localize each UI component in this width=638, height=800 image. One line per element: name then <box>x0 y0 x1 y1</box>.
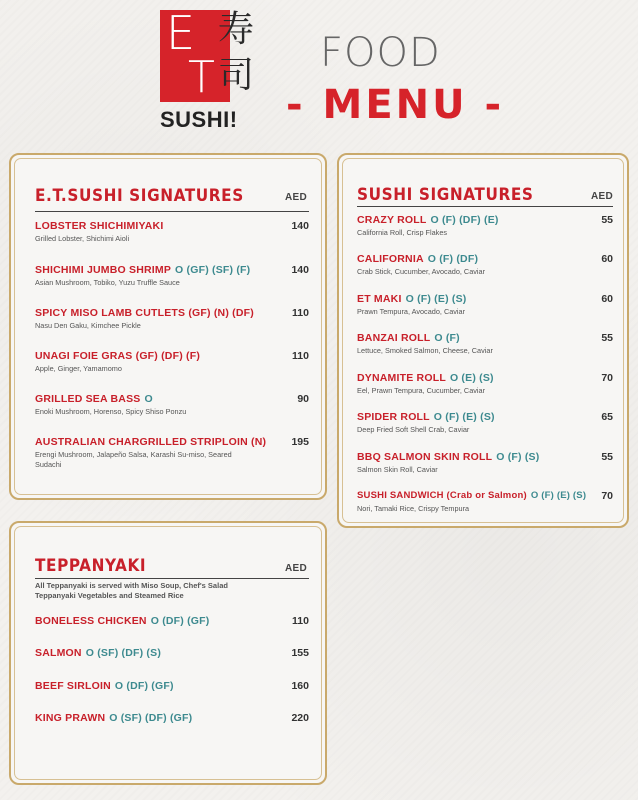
item-description: Eel, Prawn Tempura, Cucumber, Caviar <box>357 386 486 395</box>
item-price: 220 <box>291 712 309 724</box>
item-description: Salmon Skin Roll, Caviar <box>357 465 438 474</box>
menu-item <box>35 712 309 728</box>
header-food: FOOD <box>320 30 441 76</box>
menu-item <box>35 220 309 254</box>
menu-item <box>357 214 613 244</box>
logo-kanji-1: 寿 <box>218 9 255 50</box>
item-name: CRAZY ROLL O (F) (DF) (E) <box>357 214 499 226</box>
et-sushi-logo <box>160 6 256 132</box>
item-name: SPIDER ROLL O (F) (E) (S) <box>357 411 495 423</box>
section-divider <box>357 206 613 207</box>
section-divider <box>35 578 309 579</box>
teppanyaki-panel <box>9 521 327 785</box>
section-title: E.T.SUSHI SIGNATURES <box>35 186 244 206</box>
menu-item <box>357 411 613 441</box>
menu-item <box>357 332 613 362</box>
menu-item <box>35 307 309 341</box>
logo-letter-t: T <box>188 52 215 103</box>
menu-item <box>35 393 309 427</box>
item-name: LOBSTER SHICHIMIYAKI <box>35 220 164 232</box>
item-description: Crab Stick, Cucumber, Avocado, Caviar <box>357 267 486 276</box>
menu-item <box>35 680 309 696</box>
item-name: SPICY MISO LAMB CUTLETS (GF) (N) (DF) <box>35 307 254 319</box>
item-description: Lettuce, Smoked Salmon, Cheese, Caviar <box>357 346 493 355</box>
item-price: 70 <box>601 372 613 384</box>
currency-label: AED <box>591 191 614 202</box>
item-price: 110 <box>292 350 309 362</box>
item-name: SUSHI SANDWICH (Crab or Salmon) O (F) (E) (S) <box>357 490 587 501</box>
menu-item <box>357 293 613 323</box>
et-signatures-panel <box>9 153 327 500</box>
item-description: Grilled Lobster, Shichimi Aioli <box>35 234 130 243</box>
menu-item <box>35 436 309 480</box>
item-name: GRILLED SEA BASS O <box>35 393 153 405</box>
logo-wordmark: SUSHI! <box>160 107 238 132</box>
item-description: Nasu Den Gaku, Kimchee Pickle <box>35 321 141 330</box>
item-name: BBQ SALMON SKIN ROLL O (F) (S) <box>357 451 540 463</box>
item-price: 140 <box>291 220 309 232</box>
item-description: Deep Fried Soft Shell Crab, Caviar <box>357 425 470 434</box>
item-name: DYNAMITE ROLL O (E) (S) <box>357 372 494 384</box>
section-divider <box>35 211 309 212</box>
item-name: BEEF SIRLOIN O (DF) (GF) <box>35 680 174 692</box>
item-description: Prawn Tempura, Avocado, Caviar <box>357 307 466 316</box>
item-price: 55 <box>601 332 613 344</box>
menu-item <box>35 264 309 298</box>
item-description: Erengi Mushroom, Jalapeño Salsa, Karashi Su-miso, Seared Sudachi <box>35 450 232 469</box>
item-name: ET MAKI O (F) (E) (S) <box>357 293 467 305</box>
header-menu: - MENU - <box>286 82 505 128</box>
menu-item <box>35 350 309 384</box>
logo-kanji-2: 司 <box>218 55 255 96</box>
item-price: 160 <box>291 680 309 692</box>
currency-label: AED <box>285 192 308 203</box>
item-price: 195 <box>291 436 309 448</box>
item-name: BONELESS CHICKEN O (DF) (GF) <box>35 615 210 627</box>
item-description: Apple, Ginger, Yamamomo <box>35 364 122 373</box>
item-name: SHICHIMI JUMBO SHRIMP O (GF) (SF) (F) <box>35 264 251 276</box>
item-price: 55 <box>601 451 613 463</box>
teppanyaki-note: All Teppanyaki is served with Miso Soup, Chef's Salad Teppanyaki Vegetables and Steamed Rice <box>35 581 228 600</box>
item-price: 155 <box>291 647 309 659</box>
item-description: Asian Mushroom, Tobiko, Yuzu Truffle Sauce <box>35 278 180 287</box>
menu-item <box>35 615 309 631</box>
currency-label: AED <box>285 563 308 574</box>
item-price: 60 <box>601 293 613 305</box>
menu-item <box>357 451 613 481</box>
menu-item <box>357 490 613 520</box>
item-description: Enoki Mushroom, Horenso, Spicy Shiso Ponzu <box>35 407 187 416</box>
item-name: BANZAI ROLL O (F) <box>357 332 460 344</box>
item-name: SALMON O (SF) (DF) (S) <box>35 647 162 659</box>
item-price: 140 <box>291 264 309 276</box>
item-price: 110 <box>292 615 309 627</box>
sushi-signatures-panel <box>337 153 629 528</box>
item-price: 110 <box>292 307 309 319</box>
item-description: California Roll, Crisp Flakes <box>357 228 448 237</box>
item-name: AUSTRALIAN CHARGRILLED STRIPLOIN (N) <box>35 436 267 448</box>
menu-item <box>357 253 613 283</box>
item-description: Nori, Tamaki Rice, Crispy Tempura <box>357 504 470 513</box>
item-price: 60 <box>601 253 613 265</box>
item-price: 65 <box>601 411 613 423</box>
item-price: 70 <box>601 490 613 502</box>
logo-letter-e: E <box>166 6 196 60</box>
menu-item <box>357 372 613 402</box>
item-name: CALIFORNIA O (F) (DF) <box>357 253 479 265</box>
item-price: 90 <box>297 393 309 405</box>
item-name: KING PRAWN O (SF) (DF) (GF) <box>35 712 193 724</box>
menu-item <box>35 647 309 663</box>
section-title: SUSHI SIGNATURES <box>357 185 534 205</box>
item-name: UNAGI FOIE GRAS (GF) (DF) (F) <box>35 350 201 362</box>
item-price: 55 <box>601 214 613 226</box>
section-title: TEPPANYAKI <box>35 556 147 576</box>
